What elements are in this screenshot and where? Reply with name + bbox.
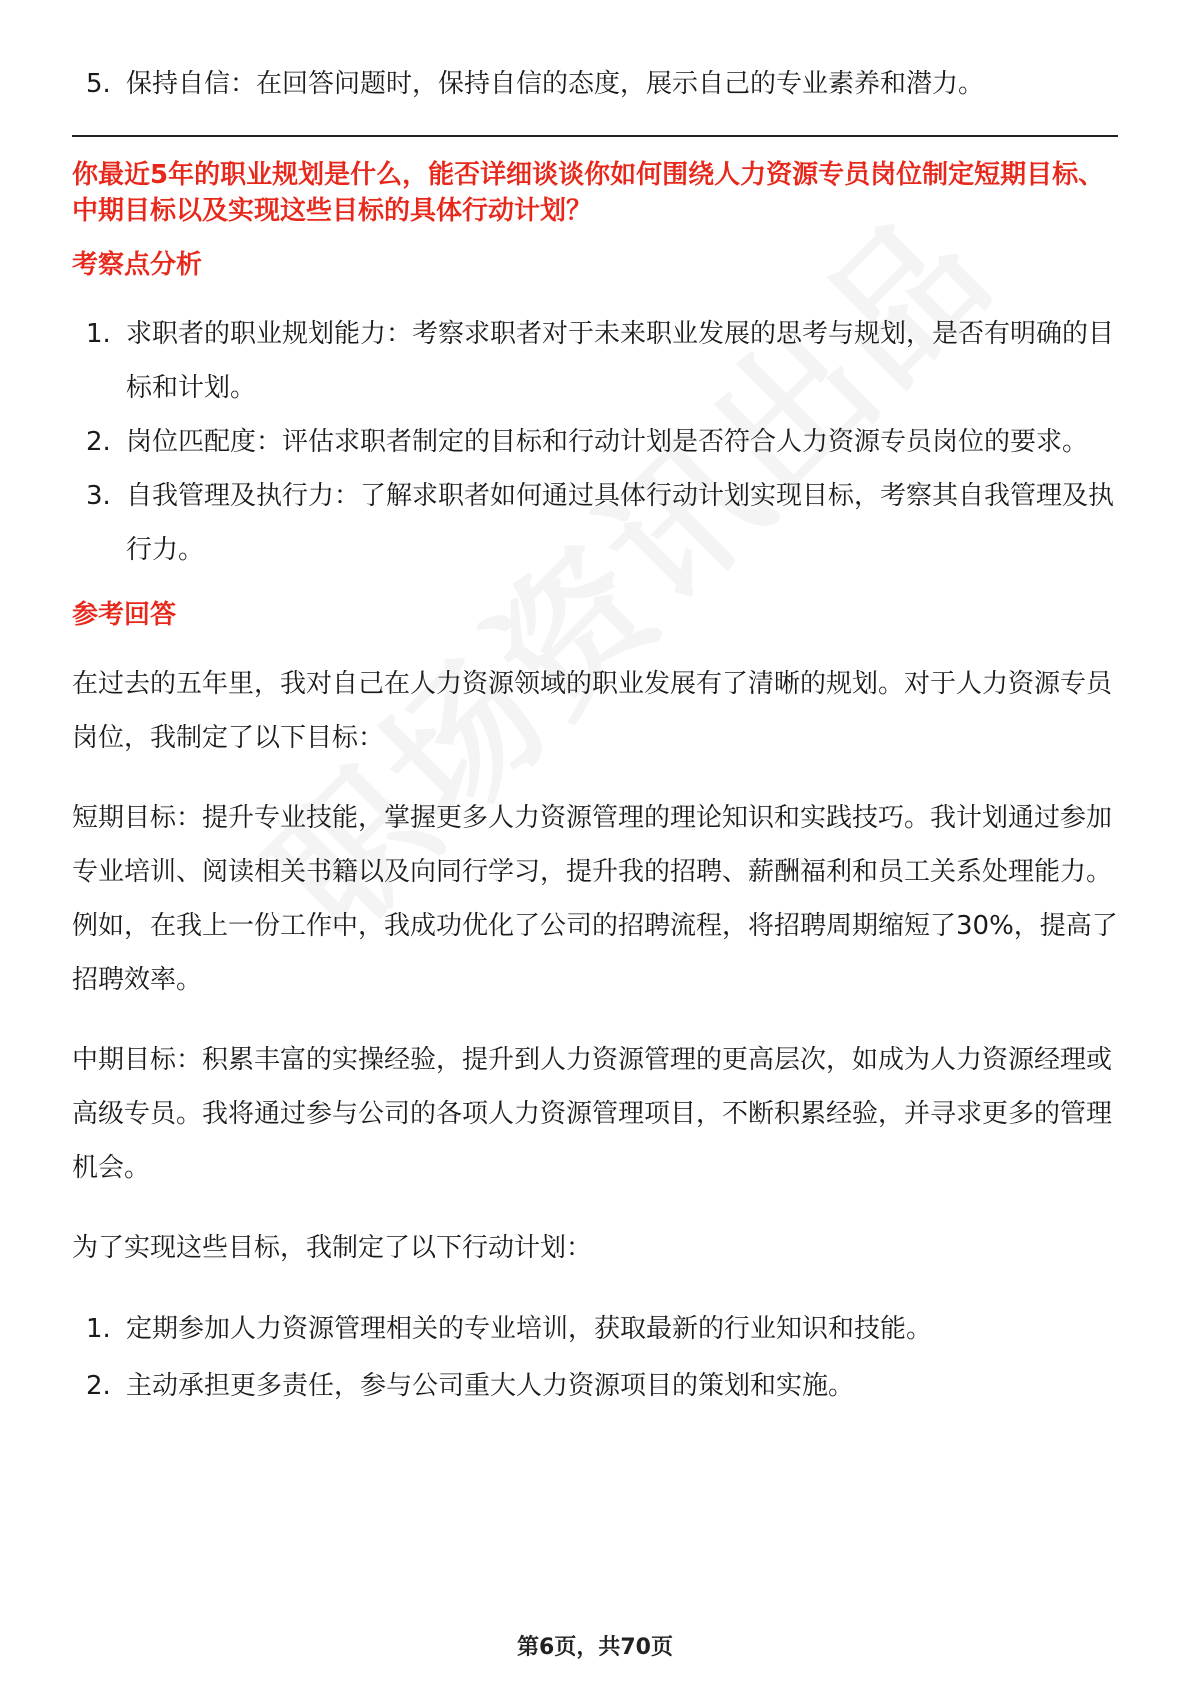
analysis-list: [72, 307, 1118, 577]
answer-paragraph: 短期目标：提升专业技能，掌握更多人力资源管理的理论知识和实践技巧。我计划通过参加专业培训、阅读相关书籍以及向同行学习，提升我的招聘、薪酬福利和员工关系处理能力。例如，在我上一份工作中，我成功优化了公司的招聘流程，将招聘周期缩短了30%，提高了招聘效率。: [72, 803, 1118, 995]
list-item-text: 求职者的职业规划能力：考察求职者对于未来职业发展的思考与规划，是否有明确的目标和计划。: [126, 319, 1115, 403]
page-content: [72, 56, 1118, 1415]
list-item: [72, 1358, 1118, 1415]
section-divider: [72, 135, 1118, 137]
page-number: 第6页，共70页: [517, 1635, 673, 1660]
list-item: [72, 415, 1118, 469]
list-item: [72, 307, 1118, 415]
action-plan-list: [72, 1301, 1118, 1415]
answer-paragraph: 在过去的五年里，我对自己在人力资源领域的职业发展有了清晰的规划。对于人力资源专员岗位，我制定了以下目标：: [72, 669, 1113, 753]
list-number: 2.: [86, 1371, 111, 1401]
list-item-text: 保持自信：在回答问题时，保持自信的态度，展示自己的专业素养和潜力。: [126, 69, 985, 99]
list-number: 1.: [86, 1314, 111, 1344]
list-item: [72, 56, 1118, 113]
list-item: [72, 1301, 1118, 1358]
answer-paragraph: 中期目标：积累丰富的实操经验，提升到人力资源管理的更高层次，如成为人力资源经理或高级专员。我将通过参与公司的各项人力资源管理项目，不断积累经验，并寻求更多的管理机会。: [72, 1045, 1113, 1183]
list-item: [72, 469, 1118, 577]
answer-paragraph: 为了实现这些目标，我制定了以下行动计划：: [72, 1233, 593, 1263]
interview-question: 你最近5年的职业规划是什么，能否详细谈谈你如何围绕人力资源专员岗位制定短期目标、中期目标以及实现这些目标的具体行动计划？: [72, 160, 1105, 226]
list-number: 5.: [86, 69, 111, 99]
answer-heading: 参考回答: [72, 600, 177, 630]
previous-tips-list: [72, 56, 1118, 113]
list-number: 1.: [86, 319, 111, 349]
list-number: 3.: [86, 481, 111, 511]
list-number: 2.: [86, 427, 111, 457]
list-item-text: 岗位匹配度：评估求职者制定的目标和行动计划是否符合人力资源专员岗位的要求。: [126, 427, 1089, 457]
list-item-text: 主动承担更多责任，参与公司重大人力资源项目的策划和实施。: [126, 1371, 855, 1401]
analysis-heading: 考察点分析: [72, 250, 203, 280]
list-item-text: 定期参加人力资源管理相关的专业培训，获取最新的行业知识和技能。: [126, 1314, 933, 1344]
list-item-text: 自我管理及执行力：了解求职者如何通过具体行动计划实现目标，考察其自我管理及执行力。: [126, 481, 1115, 565]
